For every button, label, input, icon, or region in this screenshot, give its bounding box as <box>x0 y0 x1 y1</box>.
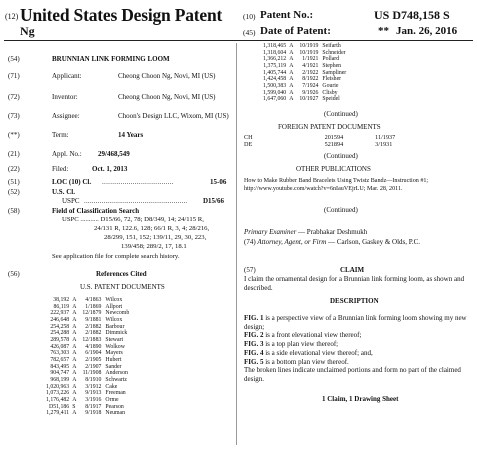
patent-number-cell: 763,303 <box>50 350 70 357</box>
document-title: United States Design Patent <box>20 5 223 25</box>
date-cell: 11/1937 <box>375 134 396 141</box>
uspc-value: D15/66 <box>203 197 224 205</box>
reference-row <box>263 90 346 97</box>
uspc-dots: ..................................................... <box>84 197 188 205</box>
patent-number-cell: 246,648 <box>50 316 70 323</box>
patent-number-cell: 1,318,465 <box>263 43 287 49</box>
patentee-cell: Gourie <box>322 82 339 89</box>
continued-label: (Continued) <box>324 110 358 118</box>
reference-table <box>46 297 129 417</box>
assignee-value: Choon's Design LLC, Wixom, MI (US) <box>118 112 229 120</box>
primary-examiner <box>244 228 367 237</box>
reference-row <box>263 63 346 70</box>
doc-number-cell: 521894 <box>324 141 344 149</box>
reference-row <box>46 330 129 337</box>
patent-number-cell: 1,073,226 <box>46 390 70 397</box>
kind-code-cell: A <box>72 370 77 377</box>
invention-title: BRUNNIAN LINK FORMING LOOM <box>52 55 170 63</box>
figure-text: is a front elevational view thereof; <box>263 331 362 340</box>
reference-row <box>46 310 129 317</box>
patent-number-cell: 1,500,383 <box>263 82 287 89</box>
reference-row <box>46 410 129 417</box>
code-10: (10) <box>243 12 256 21</box>
reference-row <box>263 43 346 50</box>
kind-code-cell: A <box>289 96 294 103</box>
patentee-cell: Wilcox <box>105 297 123 303</box>
assignee-label: Assignee: <box>52 112 80 120</box>
patent-number-cell: 1,279,411 <box>46 410 70 417</box>
search-line: 24/131 R, 122.6, 128; 66/1 R, 3, 4; 28/216, <box>94 225 210 232</box>
attorney-line <box>244 238 470 247</box>
search-line: 139/458; 289/2, 17, 18.1 <box>121 243 187 250</box>
patent-number-cell: 254,258 <box>50 323 70 330</box>
us-references-table <box>46 297 129 417</box>
field-code: (51) <box>8 178 20 186</box>
us-references-continued-table <box>263 43 346 103</box>
column-divider <box>236 43 237 445</box>
date-cell: 8/1910 <box>85 376 102 383</box>
claim-title: CLAIM <box>340 266 365 274</box>
claim-code: (57) <box>244 266 256 274</box>
kind-code-cell: A <box>289 62 294 69</box>
term-value: 14 Years <box>118 131 144 139</box>
patentee-cell: Stephen <box>322 62 342 69</box>
foreign-reference-row <box>244 141 427 148</box>
patent-number-cell: 254,288 <box>50 330 70 337</box>
patent-number-cell: 843,495 <box>50 363 70 370</box>
figure-description <box>244 331 468 340</box>
date-cell: 10/1919 <box>299 43 319 49</box>
patent-number-cell: 1,375,119 <box>263 62 287 69</box>
loc-value: 15-06 <box>210 178 227 186</box>
kind-code-cell: A <box>289 43 294 49</box>
patentee-cell: Dimmick <box>105 330 128 337</box>
description-title: DESCRIPTION <box>330 297 379 305</box>
reference-row <box>46 324 129 331</box>
patentee-cell: Fleisher <box>322 76 342 83</box>
continued-label: (Continued) <box>324 206 358 214</box>
date-cell: 9/1913 <box>85 390 102 397</box>
date-cell: 9/1926 <box>302 89 319 96</box>
patentee-cell: Clisby <box>322 89 338 96</box>
kind-code-cell: A <box>72 297 77 303</box>
search-line: 28/299, 151, 152; 139/11, 29, 30, 223, <box>104 234 207 241</box>
header-divider <box>4 40 473 41</box>
patent-date: Jan. 26, 2016 <box>396 25 458 37</box>
reference-row <box>46 337 129 344</box>
figure-description <box>244 314 468 331</box>
patentee-cell: Anderson <box>105 370 128 377</box>
search-note: See application file for complete search history. <box>52 253 180 260</box>
date-label: Date of Patent: <box>260 25 331 37</box>
description-note: The broken lines indicate unclaimed portions and form no part of the claimed design. <box>244 366 461 383</box>
field-code: (54) <box>8 55 20 63</box>
field-code: (21) <box>8 150 20 158</box>
filed-label: Filed: <box>52 165 69 173</box>
attorney-label: Attorney, Agent, or Firm <box>257 238 327 246</box>
term-label: Term: <box>52 131 69 139</box>
reference-row <box>263 83 346 90</box>
figure-text: is a perspective view of a Brunnian link forming loom showing my new design; <box>244 314 467 331</box>
reference-row <box>46 370 129 377</box>
inventor-value: Cheong Choon Ng, Novi, MI (US) <box>118 93 216 101</box>
kind-code-cell: A <box>72 390 77 397</box>
attorney-name: — Carlson, Gaskey & Olds, P.C. <box>328 238 421 246</box>
kind-code-cell: A <box>72 410 77 417</box>
appl-no-value: 29/468,549 <box>98 150 130 158</box>
date-cell: 10/1919 <box>299 49 319 56</box>
patentee-cell: Schneider <box>322 49 346 56</box>
kind-code-cell: A <box>72 356 77 363</box>
patent-number-cell: 1,424,458 <box>263 76 287 83</box>
kind-code-cell: A <box>72 310 77 317</box>
loc-dots: ................................... <box>102 178 174 186</box>
figure-label: FIG. 3 <box>244 340 264 349</box>
primary-examiner-label: Primary Examiner <box>244 228 297 236</box>
date-cell: 7/1924 <box>302 82 319 89</box>
reference-row <box>46 377 129 384</box>
patentee-cell: Allport <box>105 303 123 310</box>
field-code: (72) <box>8 93 20 101</box>
foreign-references-table <box>244 134 427 149</box>
date-star: ** <box>378 25 389 37</box>
date-cell: 6/1904 <box>85 350 102 357</box>
field-code: (73) <box>8 112 20 120</box>
patent-number-cell: 222,937 <box>50 310 70 317</box>
patentee-cell: Cake <box>105 383 118 390</box>
reference-row <box>46 384 129 391</box>
search-line: USPC ........... D15/66, 72, 78; D8/349, 14; 24/115 R, <box>62 216 204 223</box>
foreign-reference-row <box>244 134 427 141</box>
patentee-cell: Sander <box>105 363 122 370</box>
date-cell: 2/1907 <box>85 363 102 370</box>
patent-number-cell: 289,578 <box>50 336 70 343</box>
patentee-cell: Sampliner <box>322 69 347 76</box>
date-cell: 9/1918 <box>85 410 102 417</box>
date-cell: 4/1863 <box>85 297 102 303</box>
reference-row <box>263 76 346 83</box>
patent-number-cell: 1,176,482 <box>46 396 70 403</box>
kind-code-cell: A <box>72 316 77 323</box>
date-cell: 3/1931 <box>375 141 393 149</box>
date-cell: 12/1879 <box>82 310 102 317</box>
patent-number-cell: 1,599,040 <box>263 89 287 96</box>
reference-row <box>46 304 129 311</box>
us-patent-docs-subtitle: U.S. PATENT DOCUMENTS <box>80 283 165 291</box>
figure-text: is a top plan view thereof; <box>263 340 339 349</box>
kind-code-cell: A <box>72 350 77 357</box>
patentee-cell: Mayers <box>105 350 123 357</box>
date-cell: 9/1881 <box>85 316 102 323</box>
appl-no-label: Appl. No.: <box>52 150 82 158</box>
kind-code-cell: A <box>72 343 77 350</box>
reference-row <box>263 50 346 57</box>
reference-row <box>46 364 129 371</box>
date-cell: 2/1905 <box>85 356 102 363</box>
kind-code-cell: A <box>289 76 294 83</box>
patent-no-label: Patent No.: <box>260 9 314 21</box>
patentee-cell: Wolkow <box>105 343 125 350</box>
references-title: References Cited <box>96 270 147 278</box>
patentee-cell: Schwartz <box>105 376 127 383</box>
date-cell: 8/1922 <box>302 76 319 83</box>
patent-number: US D748,158 S <box>374 8 450 22</box>
patent-number-cell: 86,119 <box>53 303 70 310</box>
loc-label: LOC (10) Cl. <box>52 178 92 186</box>
patent-number-cell: 1,020,963 <box>46 383 70 390</box>
patentee-cell: Barbour <box>105 323 125 330</box>
kind-code-cell: A <box>289 56 294 63</box>
reference-row <box>263 70 346 77</box>
kind-code-cell: A <box>289 49 294 56</box>
code-12: (12) <box>5 12 19 21</box>
reference-row <box>263 56 346 63</box>
kind-code-cell: A <box>72 330 77 337</box>
reference-table <box>263 43 346 103</box>
claim-text: I claim the ornamental design for a Brunnian link forming loom, as shown and described. <box>244 275 465 292</box>
date-cell: 2/1922 <box>302 69 319 76</box>
figure-text: is a bottom plan view thereof. <box>263 357 349 366</box>
kind-code-cell: A <box>289 89 294 96</box>
us-cl-label: U.S. Cl. <box>52 188 75 196</box>
kind-code-cell: A <box>72 376 77 383</box>
reference-row <box>46 297 129 304</box>
other-publications-title: OTHER PUBLICATIONS <box>296 165 371 173</box>
reference-row <box>263 96 346 103</box>
figure-label: FIG. 5 <box>244 357 264 366</box>
field-code: (22) <box>8 165 20 173</box>
figure-label: FIG. 1 <box>244 314 264 322</box>
reference-row <box>46 390 129 397</box>
kind-code-cell: S <box>72 403 76 410</box>
continued-label: (Continued) <box>324 152 358 160</box>
foreign-patents-title: FOREIGN PATENT DOCUMENTS <box>278 123 381 131</box>
field-code: (52) <box>8 188 20 196</box>
inventor-short-name: Ng <box>20 24 35 38</box>
field-code: (58) <box>8 207 20 215</box>
field-code: (56) <box>8 270 20 278</box>
patentee-cell: Stewart <box>105 336 124 343</box>
date-cell: 2/1882 <box>85 330 102 337</box>
patentee-cell: Neuman <box>105 410 126 417</box>
patent-number-cell: 904,747 <box>50 370 70 377</box>
figure-text: is a side elevational view thereof; and, <box>263 348 373 357</box>
reference-row <box>46 317 129 324</box>
patentee-cell: Newcomb <box>105 310 130 317</box>
patentee-cell: Hubert <box>105 356 122 363</box>
patentee-cell: Orme <box>105 396 119 403</box>
patent-number-cell: 1,366,212 <box>263 56 287 63</box>
patent-number-cell: 782,657 <box>50 356 70 363</box>
kind-code-cell: A <box>72 323 77 330</box>
reference-row <box>46 357 129 364</box>
patent-number-cell: 1,405,744 <box>263 69 287 76</box>
reference-row <box>46 397 129 404</box>
claims-sheets-footer: 1 Claim, 1 Drawing Sheet <box>322 395 399 403</box>
date-cell: 11/1908 <box>82 370 102 377</box>
kind-code-cell: A <box>72 396 77 403</box>
date-cell: 8/1917 <box>85 403 102 410</box>
date-cell: 3/1912 <box>85 383 102 390</box>
patentee-cell: Wilcox <box>105 316 123 323</box>
patent-number-cell: 968,199 <box>50 376 70 383</box>
patentee-cell: Pollard <box>322 56 340 63</box>
patentee-cell: Freeman <box>105 390 126 397</box>
figure-description <box>244 340 468 349</box>
kind-code-cell: A <box>72 336 77 343</box>
country-cell: DE <box>244 141 253 149</box>
kind-code-cell: A <box>72 363 77 370</box>
figure-label: FIG. 4 <box>244 348 264 357</box>
figure-description <box>244 358 468 367</box>
patent-number-cell: 1,318,604 <box>263 49 287 56</box>
date-cell: 3/1916 <box>85 396 102 403</box>
code-45: (45) <box>243 28 256 37</box>
kind-code-cell: A <box>289 82 294 89</box>
reference-row <box>46 350 129 357</box>
description-body <box>244 314 468 366</box>
patentee-cell: Pearson <box>105 403 124 410</box>
patent-number-cell: 426,087 <box>50 343 70 350</box>
primary-examiner-name: — Prabhakar Deshmukh <box>298 228 368 236</box>
inventor-label: Inventor: <box>52 93 78 101</box>
kind-code-cell: A <box>289 69 294 76</box>
country-cell: CH <box>244 134 253 141</box>
patent-number-cell: D51,186 <box>49 403 70 410</box>
foreign-table <box>244 134 427 149</box>
date-cell: 1/1921 <box>302 56 319 63</box>
patentee-cell: Speidel <box>322 96 340 103</box>
date-cell: 4/1921 <box>302 62 319 69</box>
applicant-value: Cheong Choon Ng, Novi, MI (US) <box>118 72 216 80</box>
applicant-label: Applicant: <box>52 72 82 80</box>
date-cell: 12/1883 <box>82 336 102 343</box>
reference-row <box>46 344 129 351</box>
date-cell: 1/1869 <box>85 303 102 310</box>
figure-description <box>244 349 468 358</box>
code-74: (74) <box>244 238 256 246</box>
uspc-label: USPC <box>62 197 80 205</box>
reference-row <box>46 404 129 411</box>
patentee-cell: Seifarth <box>322 43 341 49</box>
figure-label: FIG. 2 <box>244 331 264 340</box>
search-label: Field of Classification Search <box>52 207 140 215</box>
patent-number-cell: 1,647,060 <box>263 96 287 103</box>
field-code: (71) <box>8 72 20 80</box>
kind-code-cell: A <box>72 383 77 390</box>
date-cell: 2/1882 <box>85 323 102 330</box>
filed-value: Oct. 1, 2013 <box>92 165 128 173</box>
date-cell: 10/1927 <box>299 96 319 103</box>
patent-number-cell: 38,192 <box>53 297 70 303</box>
date-cell: 4/1890 <box>85 343 102 350</box>
doc-number-cell: 201594 <box>324 134 344 141</box>
field-code: (**) <box>8 131 20 139</box>
other-publication-text: How to Make Rubber Band Bracelets Using Twistz Bandz—Instruction #1; http://www.youtube.com/watch?v=6nIauVEjrLU; Mar. 28, 2011. <box>244 178 429 192</box>
kind-code-cell: A <box>72 303 77 310</box>
